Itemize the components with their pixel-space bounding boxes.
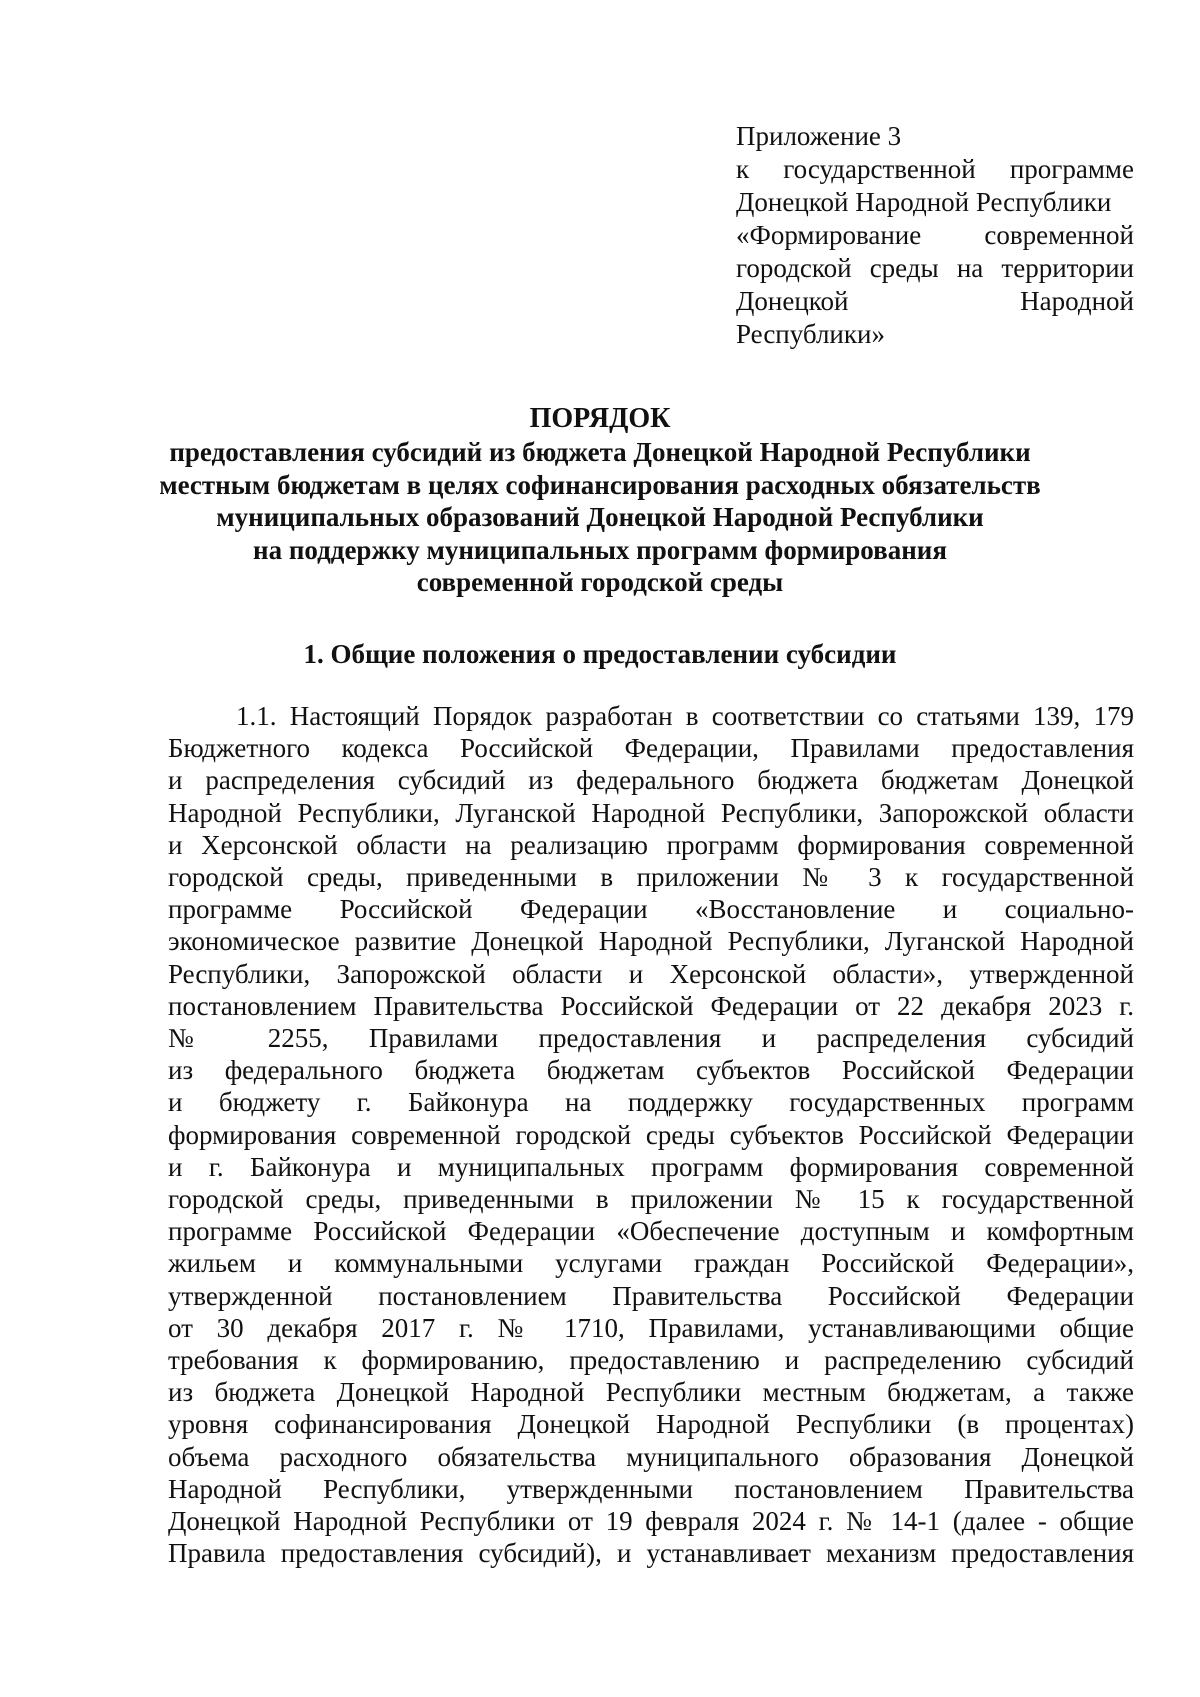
subtitle-line: современной городской среды — [416, 567, 784, 597]
appendix-line: городской среды на территории — [736, 253, 1134, 283]
paragraph-line: жильем и коммунальными услугами граждан Российской Федерации», — [168, 1248, 1134, 1279]
document-subtitle — [150, 436, 1050, 599]
subtitle-line: местным бюджетам в целях софинансирования расходных обязательств — [159, 469, 1041, 500]
appendix-line: Приложение 3 — [736, 121, 902, 151]
paragraph-line: 1.1. Настоящий Порядок разработан в соответствии со статьями 139, 179 — [236, 701, 1134, 731]
paragraph-line: от 30 декабря 2017 г. № 1710, Правилами, устанавливающими общие — [168, 1312, 1134, 1343]
paragraph-line: Правила предоставления субсидий), и устанавливает механизм предоставления — [168, 1538, 1134, 1569]
paragraph-line: городской среды, приведенными в приложении № 3 к государственной — [168, 862, 1134, 893]
paragraph-line: Республики, Запорожской области и Херсонской области», утвержденной — [168, 958, 1134, 989]
subtitle-line: муниципальных образований Донецкой Народной Республики — [216, 502, 984, 532]
paragraph-line: и Херсонской области на реализацию программ формирования современной — [168, 829, 1134, 860]
paragraph-line: городской среды, приведенными в приложении № 15 к государственной — [168, 1184, 1134, 1215]
appendix-line: к государственной программе — [736, 154, 1134, 184]
paragraph-1-1 — [168, 700, 1134, 1569]
paragraph-line: объема расходного обязательства муниципального образования Донецкой — [168, 1441, 1134, 1472]
appendix-line: Донецкой Народной — [736, 286, 1134, 316]
appendix-line: Донецкой Народной Республики — [736, 187, 1112, 217]
paragraph-line: № 2255, Правилами предоставления и распределения субсидий — [168, 1023, 1134, 1054]
paragraph-line: и г. Байконура и муниципальных программ формирования современной — [168, 1151, 1134, 1182]
paragraph-line: программе Российской Федерации «Восстановление и социально- — [168, 894, 1134, 925]
paragraph-line: Бюджетного кодекса Российской Федерации, Правилами предоставления — [168, 733, 1134, 764]
paragraph-line: Народной Республики, утвержденными постановлением Правительства — [168, 1473, 1134, 1504]
paragraph-line: и распределения субсидий из федерального бюджета бюджетам Донецкой — [168, 765, 1134, 796]
paragraph-line: формирования современной городской среды субъектов Российской Федерации — [168, 1119, 1134, 1150]
paragraph-line: и бюджету г. Байконура на поддержку государственных программ — [168, 1087, 1134, 1118]
paragraph-line: утвержденной постановлением Правительства Российской Федерации — [168, 1280, 1134, 1311]
paragraph-line: программе Российской Федерации «Обеспечение доступным и комфортным — [168, 1216, 1134, 1247]
appendix-note — [736, 120, 1134, 351]
document-title: ПОРЯДОК — [529, 403, 671, 434]
paragraph-line: постановлением Правительства Российской Федерации от 22 декабря 2023 г. — [168, 990, 1134, 1021]
paragraph-line: Донецкой Народной Республики от 19 февраля 2024 г. № 14-1 (далее - общие — [168, 1506, 1134, 1537]
paragraph-line: Народной Республики, Луганской Народной Республики, Запорожской области — [168, 797, 1134, 828]
subtitle-line: предоставления субсидий из бюджета Донецкой Народной Республики — [169, 437, 1031, 467]
paragraph-line: из федерального бюджета бюджетам субъектов Российской Федерации — [168, 1055, 1134, 1086]
section-heading: 1. Общие положения о предоставлении субсидии — [303, 639, 897, 669]
appendix-line: «Формирование современной — [736, 220, 1134, 250]
paragraph-line: экономическое развитие Донецкой Народной Республики, Луганской Народной — [168, 926, 1134, 957]
paragraph-line: уровня софинансирования Донецкой Народной Республики (в процентах) — [168, 1409, 1134, 1440]
appendix-line: Республики» — [736, 319, 885, 349]
document-heading — [150, 402, 1050, 599]
paragraph-line: из бюджета Донецкой Народной Республики местным бюджетам, а также — [168, 1377, 1134, 1408]
paragraph-line: требования к формированию, предоставлению и распределению субсидий — [168, 1345, 1134, 1376]
subtitle-line: на поддержку муниципальных программ формирования — [253, 534, 947, 565]
